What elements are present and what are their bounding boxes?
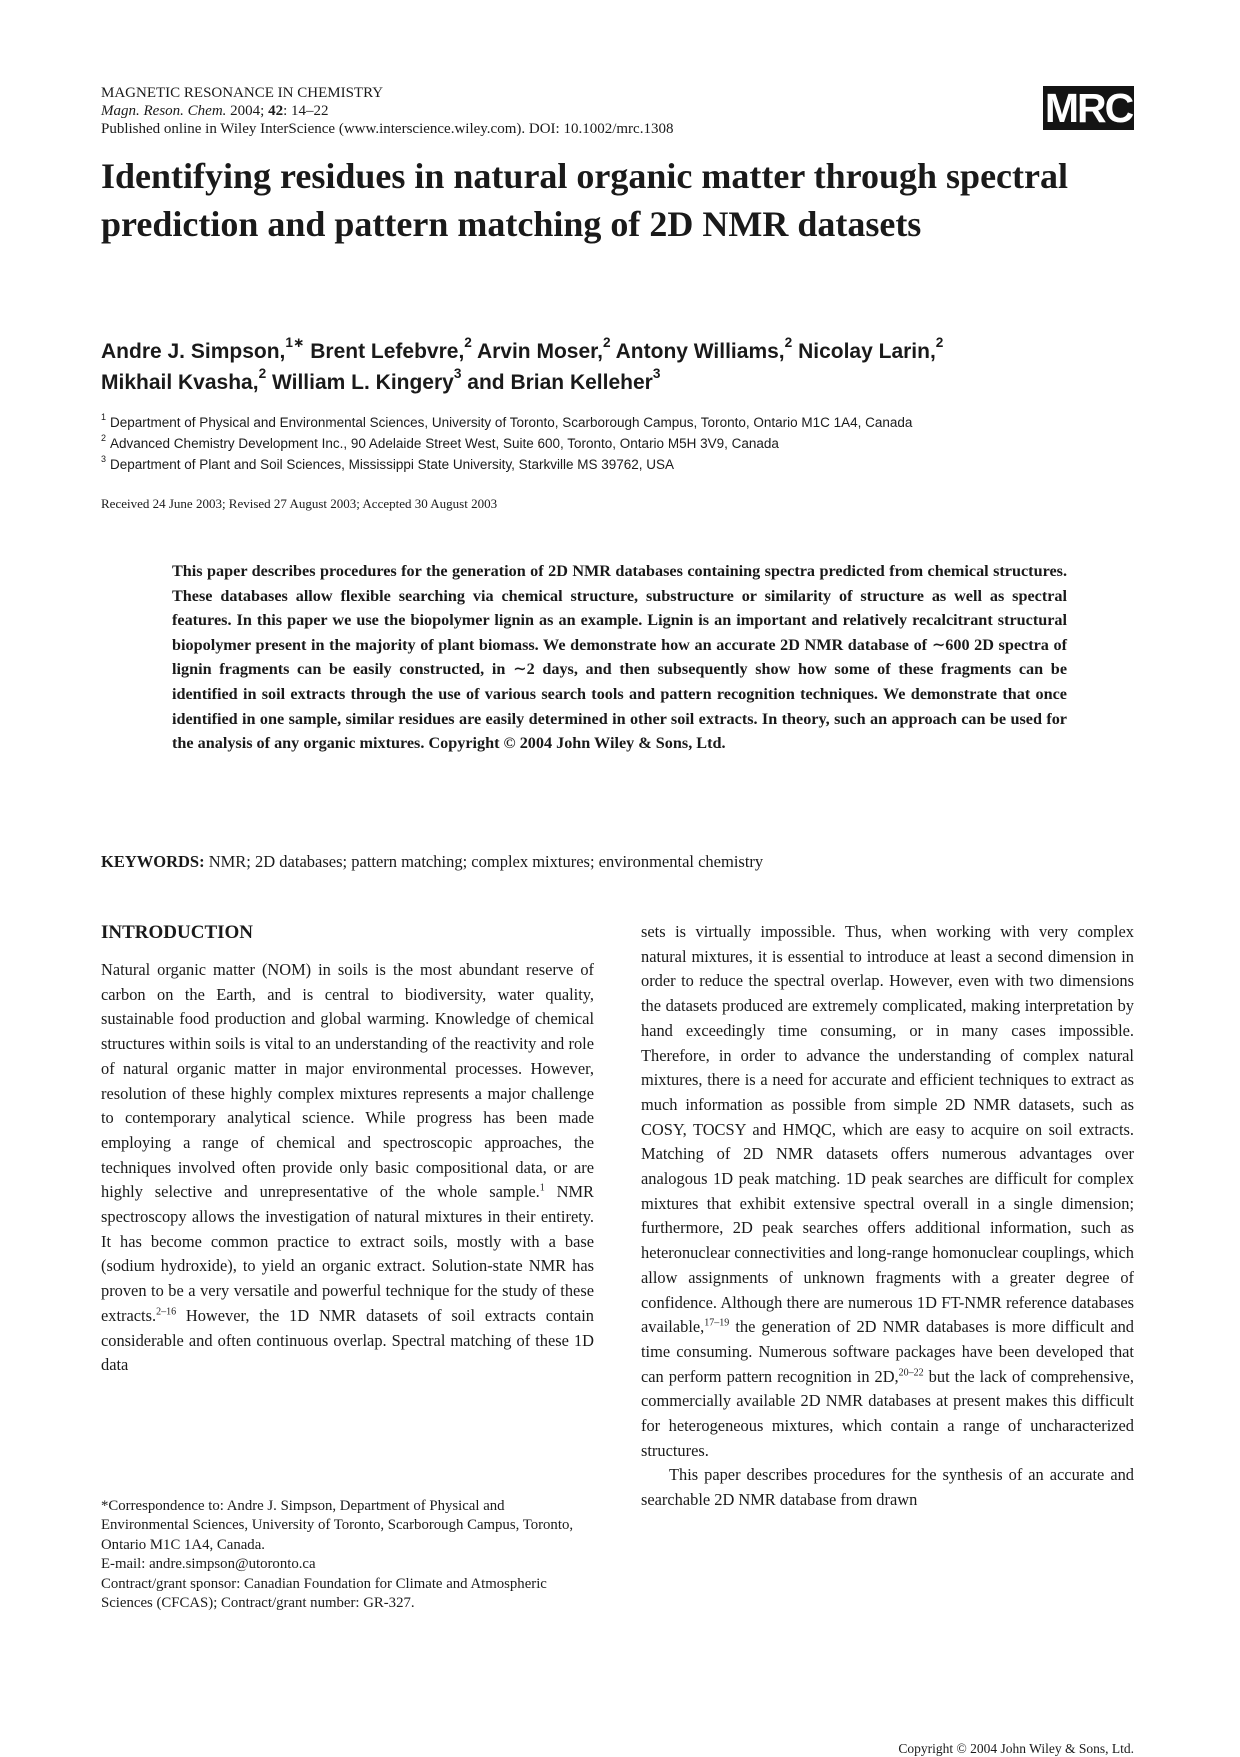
citation-ref: 2–16	[156, 1306, 177, 1318]
citation-ref: 20–22	[898, 1367, 924, 1379]
author: William L. Kingery$^3$	[272, 366, 462, 394]
correspondence: *Correspondence to: Andre J. Simpson, Department of Physical and Environmental Sciences, University of Toronto, Scarborough Campus, Toronto, Ontario M1C 1A4, Canada.	[101, 1498, 574, 1553]
citation	[101, 102, 673, 120]
keywords-label: KEYWORDS:	[101, 852, 205, 871]
author: Andre J. Simpson,$^{1∗}$	[101, 335, 305, 363]
grant-info: Contract/grant sponsor: Canadian Foundation for Climate and Atmospheric Sciences (CFCAS); Contract/grant number: GR-327.	[101, 1575, 547, 1612]
keywords	[101, 852, 763, 872]
affiliations	[101, 412, 1141, 475]
section-heading: INTRODUCTION	[101, 922, 254, 943]
journal-name: MAGNETIC RESONANCE IN CHEMISTRY	[101, 85, 384, 101]
email: E-mail: andre.simpson@utoronto.ca	[101, 1556, 316, 1573]
paragraph: This paper describes procedures for the synthesis of an accurate and searchable 2D NMR database from drawn	[641, 1465, 1134, 1510]
article-title: Identifying residues in natural organic matter through spectral prediction and pattern matching of 2D NMR datasets	[101, 156, 1069, 244]
journal-logo: MRC	[1044, 85, 1133, 131]
keywords-text: NMR; 2D databases; pattern matching; complex mixtures; environmental chemistry	[204, 852, 764, 871]
affiliation: $^3$ Department of Plant and Soil Sciences, Mississippi State University, Starkville MS 39762, USA	[101, 453, 675, 472]
paragraph: sets is virtually impossible. Thus, when working with very complex natural mixtures, it is essential to introduce at least a second dimension in order to reduce the spectral overlap. However, even with two dimensions the datasets produced are extremely complicated, making interpretation by hand exceedingly time consuming, or in many cases impossible. Therefore, in order to advance the understanding of complex natural mixtures, there is a need for accurate and efficient techniques to extract as much information as possible from simple 2D NMR datasets, such as COSY, TOCSY and HMQC, which are easy to acquire on soil extracts. Matching of 2D NMR datasets offers numerous advantages over analogous 1D peak matching. 1D peak searches are difficult for complex mixtures that exhibit extensive spectral overall in a single dimension; furthermore, 2D peak searches offers additional information, such as heteronuclear connectivities and long-range homonuclear couplings, which allow assignments of unknown fragments with a greater degree of confidence. Although there are numerous 1D FT-NMR reference databases available,$^{17-19}$ the generation of 2D NMR databases is more difficult and time consuming. Numerous software packages have been developed that can perform pattern recognition in 2D,$^{20-22}$ but the lack of comprehensive, commercially available 2D NMR databases at present makes this difficult for heterogeneous mixtures, which contain a range of uncharacterized structures.	[641, 922, 1134, 1460]
author: and Brian Kelleher$^3$	[467, 366, 661, 394]
abstract: This paper describes procedures for the generation of 2D NMR databases containing spectra predicted from chemical structures. These databases allow flexible searching via chemical structure, substructure or similarity of structure as well as spectral features. In this paper we use the biopolymer lignin as an example. Lignin is an important and relatively recalcitrant structural biopolymer present in the majority of plant biomass. We demonstrate how an accurate 2D NMR database of ∼600 2D spectra of lignin fragments can be easily constructed, in ∼2 days, and then subsequently show how some of these fragments can be identified in soil extracts through the use of various search tools and pattern recognition techniques. We demonstrate that once identified in one sample, similar residues are easily determined in other soil extracts. In theory, such an approach can be used for the analysis of any organic mixtures. Copyright © 2004 John Wiley & Sons, Ltd.	[172, 562, 1067, 753]
author: Arvin Moser,$^2$	[476, 335, 611, 363]
citation-ref: 1	[539, 1182, 545, 1194]
affiliation: $^2$ Advanced Chemistry Development Inc., 90 Adelaide Street West, Suite 600, Toronto, Ontario M5H 3V9, Canada	[101, 432, 779, 451]
author: Antony Williams,$^2$	[615, 335, 793, 363]
affiliation: $^1$ Department of Physical and Environmental Sciences, University of Toronto, Scarborough Campus, Toronto, Ontario M1C 1A4, Canada	[101, 411, 913, 430]
citation-pages: : 14–22	[283, 103, 329, 119]
author: Mikhail Kvasha,$^2$	[101, 366, 267, 394]
column-left	[101, 920, 594, 1378]
citation-journal: Magn. Reson. Chem.	[101, 103, 227, 119]
copyright-notice: Copyright © 2004 John Wiley & Sons, Ltd.	[898, 1741, 1134, 1756]
author: Nicolay Larin,$^2$	[798, 335, 944, 363]
citation-year: 2004;	[230, 103, 265, 119]
published-online: Published online in Wiley InterScience (www.interscience.wiley.com). DOI: 10.1002/mrc.1308	[101, 121, 674, 137]
received-dates: Received 24 June 2003; Revised 27 August 2003; Accepted 30 August 2003	[101, 496, 498, 511]
citation-ref: 17–19	[704, 1317, 730, 1329]
citation-volume: 42	[268, 103, 284, 119]
author-list	[101, 336, 1141, 398]
footnote	[101, 1497, 594, 1613]
running-head	[101, 84, 673, 138]
paragraph: Natural organic matter (NOM) in soils is the most abundant reserve of carbon on the Earth, and is central to biodiversity, water quality, sustainable food production and global warming. Knowledge of chemical structures within soils is vital to an understanding of the reactivity and role of natural organic matter in major environmental processes. However, resolution of these highly complex mixtures represents a major challenge to contemporary analytical science. While progress has been made employing a range of chemical and spectroscopic approaches, the techniques involved often provide only basic compositional data, or are highly selective and unrepresentative of the whole sample.$^1$ NMR spectroscopy allows the investigation of natural mixtures in their entirety. It has become common practice to extract soils, mostly with a base (sodium hydroxide), to yield an organic extract. Solution-state NMR has proven to be a very versatile and powerful technique for the study of these extracts.$^{2-16}$ However, the 1D NMR datasets of soil extracts contain considerable and often continuous overlap. Spectral matching of these 1D data	[101, 960, 594, 1375]
author: Brent Lefebvre,$^2$	[310, 335, 472, 363]
column-right	[641, 920, 1134, 1513]
